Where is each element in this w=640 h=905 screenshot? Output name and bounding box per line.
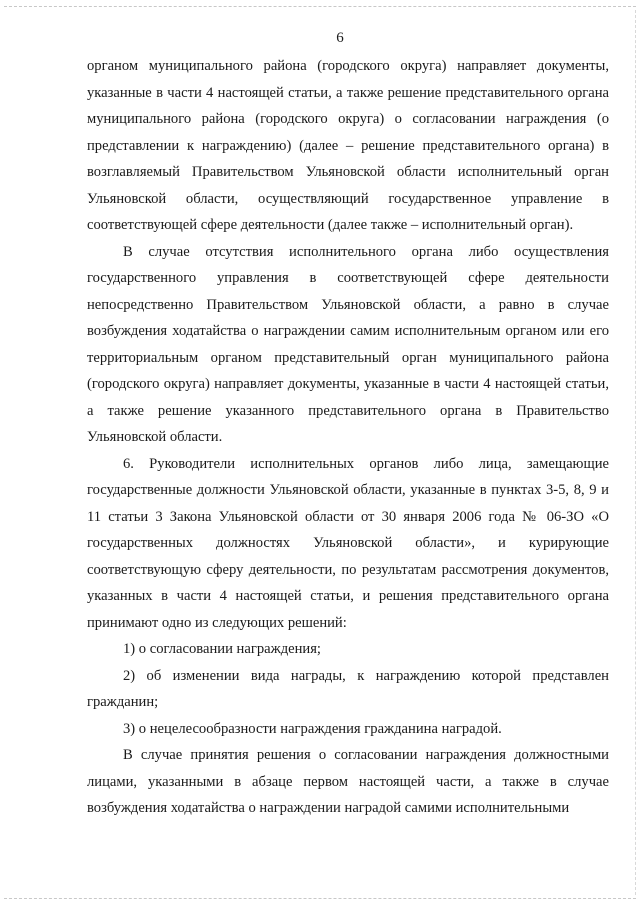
list-item-2: 2) об изменении вида награды, к награждению которой представлен гражданин; xyxy=(87,667,609,710)
paragraph-clause-6: 6. Руководители исполнительных органов либо лица, замещающие государственные должности Ульяновской области, указанные в пунктах 3-5, 8, 9 и 11 статьи 3 Закона Ульяновской области от 30 января 2006 года № 06-ЗО «О государственных должностях Ульяновской области», и курирующие соответствующую сферу деятельности, по результатам рассмотрения документов, указанных в части 4 настоящей статьи, и решения представительного органа принимают одно из следующих решений: xyxy=(87,455,609,631)
page-number: 6 xyxy=(336,30,344,46)
paragraph: В случае отсутствия исполнительного органа либо осуществления государственного управления в соответствующей сфере деятельности непосредственно Правительством Ульяновской области, а равно в случае возбуждения ходатайства о награждении самим исполнительным органом или его территориальным органом представительный орган муниципального района (городского округа) направляет документы, указанные в части 4 настоящей статьи, а также решение указанного представительного органа в Правительство Ульяновской области. xyxy=(87,243,609,445)
paragraph: В случае принятия решения о согласовании награждения должностными лицами, указанными в абзаце первом настоящей части, а также в случае возбуждения ходатайства о награждении наградой самими исполнительными xyxy=(87,747,609,816)
list-item-1: 1) о согласовании награждения; xyxy=(123,641,321,657)
document-body xyxy=(87,53,609,822)
scan-edge-right xyxy=(635,10,636,895)
list-item-3: 3) о нецелесообразности награждения гражданина наградой. xyxy=(123,720,502,737)
paragraph-continuation: органом муниципального района (городского округа) направляет документы, указанные в части 4 настоящей статьи, а также решение представительного органа муниципального района (городского округа) о согласовании награждения (о представлении к награждению) (далее – решение представительного органа) в возглавляемый Правительством Ульяновской области исполнительный орган Ульяновской области, осуществляющий государственное управление в соответствующей сфере деятельности (далее также – исполнительный орган). xyxy=(87,58,609,233)
scan-edge-top xyxy=(4,6,636,7)
scan-edge-bottom xyxy=(4,898,636,899)
